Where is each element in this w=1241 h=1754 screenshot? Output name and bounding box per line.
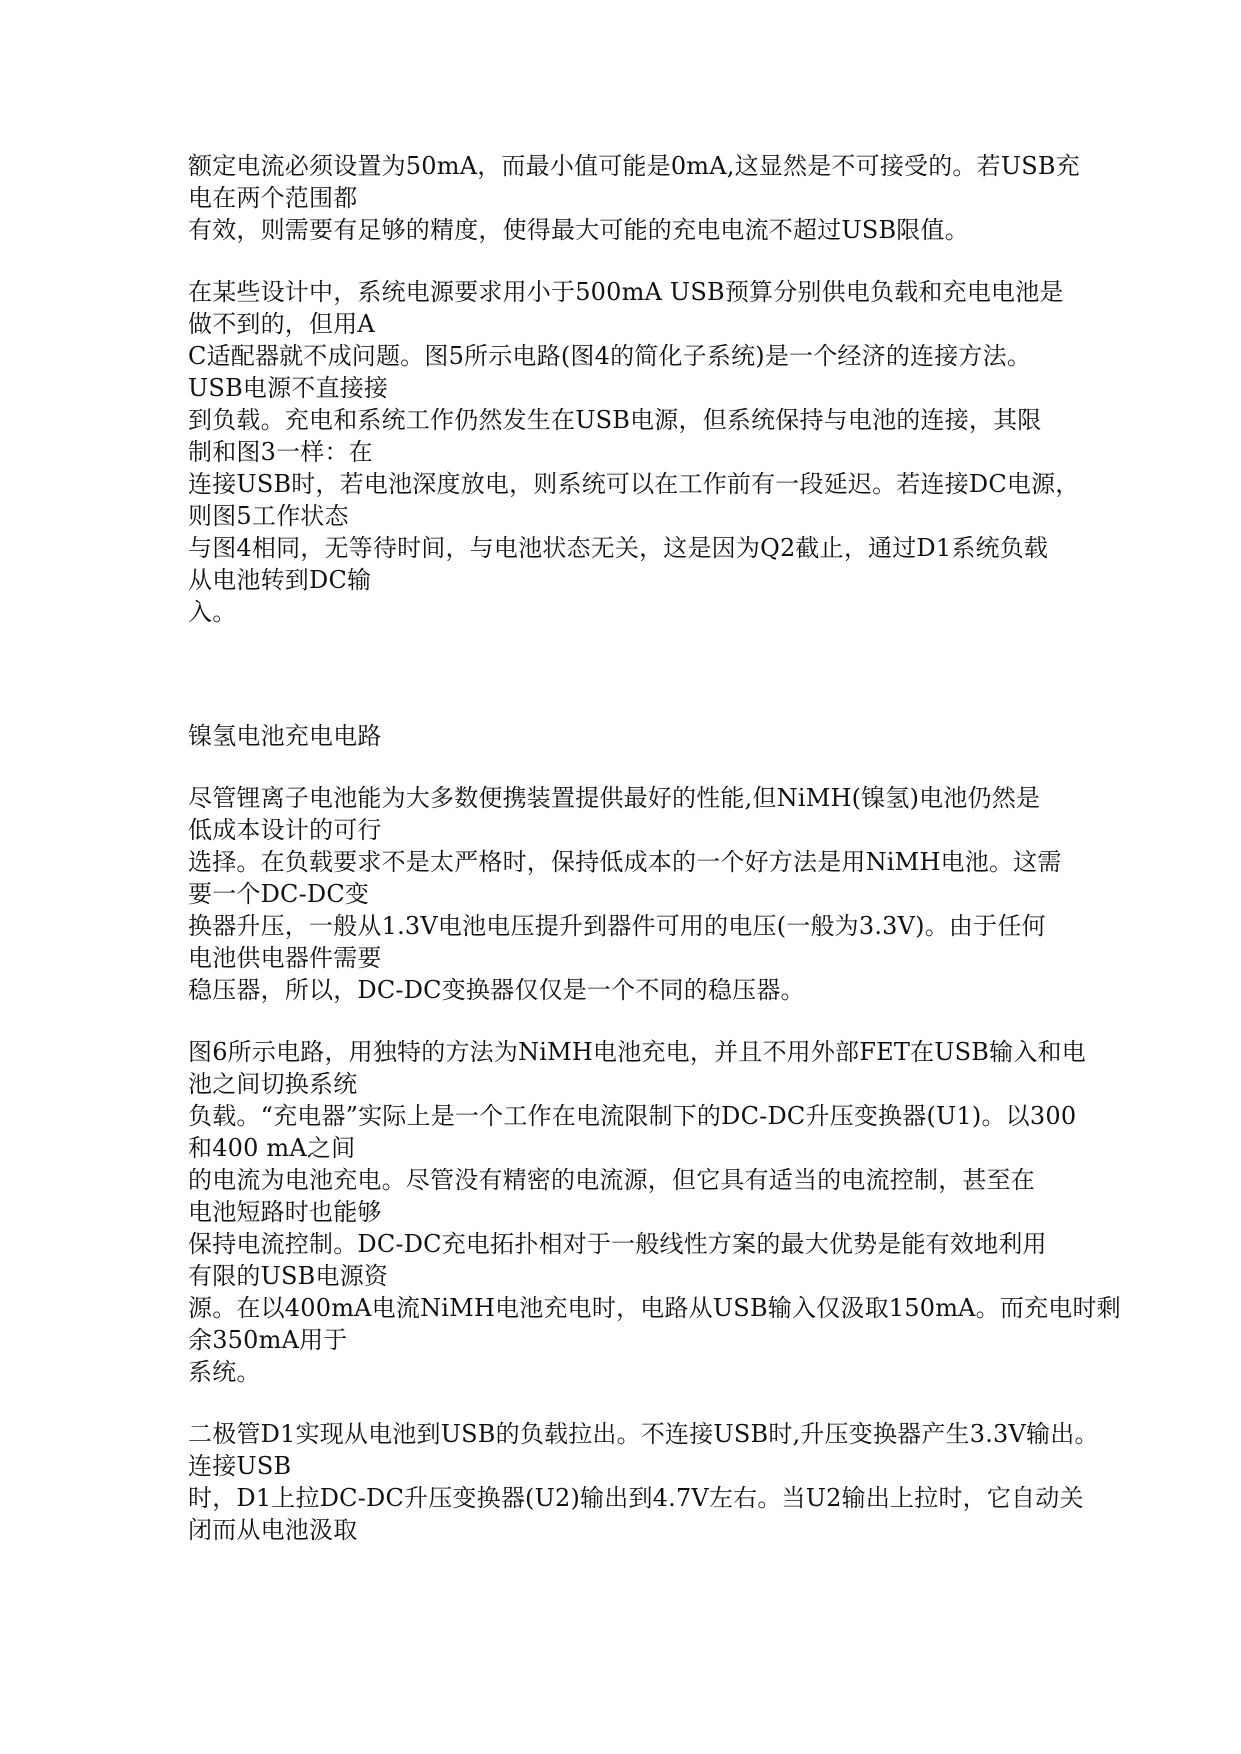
paragraph-figure6 (188, 1036, 1121, 1388)
text-line: 时，D1上拉DC-DC升压变换器(U2)输出到4.7V左右。当U2输出上拉时，它自动关 (188, 1484, 1084, 1512)
text-line: 图6所示电路，用独特的方法为NiMH电池充电，并且不用外部FET在USB输入和电 (188, 1038, 1086, 1066)
text-line: 系统。 (188, 1358, 261, 1386)
paragraph-diode-d1 (188, 1418, 1099, 1546)
text-line: 池之间切换系统 (188, 1070, 358, 1098)
text-line: 的电流为电池充电。尽管没有精密的电流源，但它具有适当的电流控制，甚至在 (188, 1166, 1035, 1194)
text-line: 稳压器，所以，DC-DC变换器仅仅是一个不同的稳压器。 (188, 976, 805, 1004)
paragraph-rated-current (188, 150, 1080, 246)
text-line: 连接USB时，若电池深度放电，则系统可以在工作前有一段延迟。若连接DC电源， (188, 470, 1080, 498)
text-line: 有限的USB电源资 (188, 1262, 389, 1290)
text-line: 和400 mA之间 (188, 1134, 356, 1162)
text-line: USB电源不直接接 (188, 374, 389, 402)
text-line: 与图4相同，无等待时间，与电池状态无关，这是因为Q2截止，通过D1系统负载 (188, 534, 1049, 562)
text-line: 连接USB (188, 1452, 292, 1480)
text-line: 要一个DC-DC变 (188, 880, 370, 908)
text-line: 电池供电器件需要 (188, 944, 382, 972)
text-line: 入。 (188, 598, 237, 626)
text-line: 选择。在负载要求不是太严格时，保持低成本的一个好方法是用NiMH电池。这需 (188, 848, 1062, 876)
section-heading (188, 720, 1058, 752)
paragraph-system-power (188, 276, 1080, 628)
text-line: 源。在以400mA电流NiMH电池充电时，电路从USB输入仅汲取150mA。而充电时剩 (188, 1294, 1121, 1322)
text-line: 则图5工作状态 (188, 502, 349, 530)
text-line: 有效，则需要有足够的精度，使得最大可能的充电电流不超过USB限值。 (188, 216, 969, 244)
text-line: 在某些设计中，系统电源要求用小于500mA USB预算分别供电负载和充电电池是 (188, 278, 1064, 306)
text-line: C适配器就不成问题。图5所示电路(图4的简化子系统)是一个经济的连接方法。 (188, 342, 1032, 370)
text-line: 电池短路时也能够 (188, 1198, 382, 1226)
text-line: 负载。“充电器”实际上是一个工作在电流限制下的DC-DC升压变换器(U1)。以300 (188, 1102, 1077, 1130)
section-heading-text: 镍氢电池充电电路 (188, 722, 382, 750)
document-page (188, 150, 1121, 1546)
text-line: 制和图3一样：在 (188, 438, 373, 466)
text-line: 额定电流必须设置为50mA，而最小值可能是0mA,这显然是不可接受的。若USB充 (188, 152, 1080, 180)
paragraph-nimh-intro (188, 782, 1062, 1006)
text-line: 保持电流控制。DC-DC充电拓扑相对于一般线性方案的最大优势是能有效地利用 (188, 1230, 1047, 1258)
text-line: 余350mA用于 (188, 1326, 348, 1354)
text-line: 低成本设计的可行 (188, 816, 382, 844)
text-line: 到负载。充电和系统工作仍然发生在USB电源，但系统保持与电池的连接，其限 (188, 406, 1042, 434)
text-line: 尽管锂离子电池能为大多数便携装置提供最好的性能,但NiMH(镍氢)电池仍然是 (188, 784, 1041, 812)
text-line: 从电池转到DC输 (188, 566, 372, 594)
text-line: 做不到的，但用A (188, 310, 375, 338)
text-line: 二极管D1实现从电池到USB的负载拉出。不连接USB时,升压变换器产生3.3V输出。 (188, 1420, 1099, 1448)
text-line: 换器升压，一般从1.3V电池电压提升到器件可用的电压(一般为3.3V)。由于任何 (188, 912, 1046, 940)
text-line: 电在两个范围都 (188, 184, 358, 212)
text-line: 闭而从电池汲取 (188, 1516, 358, 1544)
